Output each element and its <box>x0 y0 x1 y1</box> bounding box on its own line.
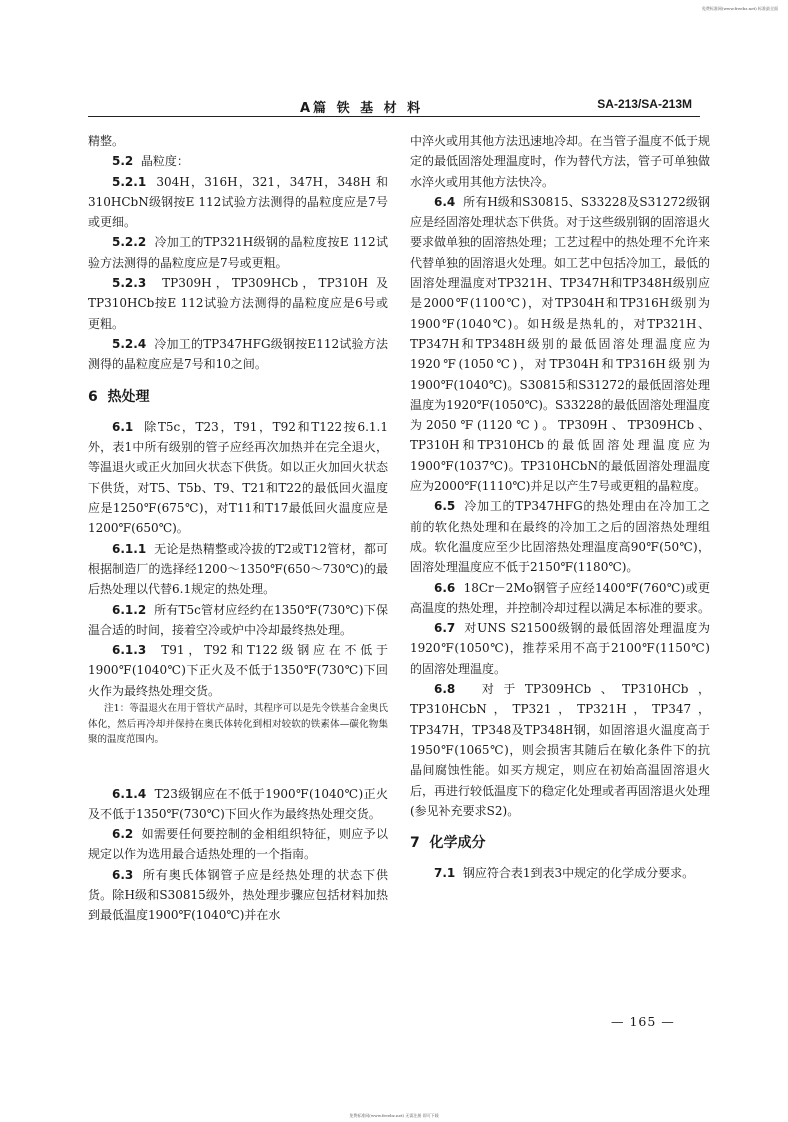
clause-number: 6.7 <box>434 621 456 636</box>
clause-number: 5.2 <box>112 154 134 169</box>
section-heading-7 <box>410 833 710 853</box>
clause-7-1 <box>410 863 710 883</box>
clause-6-1-3 <box>88 640 388 701</box>
clause-number: 6.4 <box>434 194 456 209</box>
clause-text: 所有奥氏体钢管子应是经热处理的状态下供货。除H级和S30815级外，热处理步骤应包括材料加热到最低温度1900℉(1040℃)并在水 <box>88 867 388 923</box>
clause-5-2-1 <box>88 172 388 233</box>
clause-6-6 <box>410 578 710 619</box>
section-heading-6 <box>88 387 388 407</box>
clause-text: 所有T5c管材应经约在1350℉(730℃)下保温合适的时间，接着空冷或炉中冷却最终热处理。 <box>88 602 388 637</box>
clause-text: TP309H，TP309HCb，TP310H 及 TP310HCb按E 112试验方法测得的晶粒度应是6号或更粗。 <box>88 276 388 331</box>
clause-5-2 <box>88 151 388 171</box>
clause-text: 304H，316H，321，347H，348H 和 310HCbN级钢按E 112试验方法测得的晶粒度应是7号或更细。 <box>88 174 388 230</box>
clause-number: 6.1.1 <box>112 541 147 556</box>
clause-number: 7.1 <box>434 866 456 881</box>
section-title: 热处理 <box>107 388 150 405</box>
clause-text: 无论是热精整或冷拔的T2或T12管材，都可根据制造厂的选择经1200～1350℉(650～730℃)的最后热处理以代替6.1规定的热处理。 <box>88 541 388 597</box>
clause-6-8 <box>410 679 710 821</box>
clause-number: 6.1.4 <box>112 786 147 801</box>
clause-number: 6.3 <box>112 867 134 882</box>
clause-6-1-2 <box>88 600 388 641</box>
section-number: 7 <box>410 835 420 852</box>
clause-text: 如需要任何要控制的金相组织特征，则应予以规定以作为选用最合适热处理的一个指南。 <box>88 827 388 862</box>
clause-text: T91，T92和T122级钢应在不低于1900℉(1040℃)下正火及不低于1350℉(730℃)下回火作为最终热处理交货。 <box>88 643 388 698</box>
clause-6-7 <box>410 618 710 679</box>
clause-text: 冷加工的TP347HFG级钢按E112试验方法测得的晶粒度应是7号和10之间。 <box>88 336 388 372</box>
clause-text: T23级钢应在不低于1900℉(1040℃)正火及不低于1350℉(730℃)下回火作为最终热处理交货。 <box>88 786 388 821</box>
clause-text: 晶粒度： <box>140 154 189 169</box>
clause-number: 5.2.1 <box>112 174 147 189</box>
clause-number: 5.2.3 <box>112 276 147 291</box>
clause-text: 对UNS S21500级钢的最低固溶处理温度为1920℉(1050℃)，推荐采用不高于2100℉(1150℃)的固溶处理温度。 <box>410 621 710 676</box>
clause-5-2-4 <box>88 334 388 375</box>
standard-code: SA-213/SA-213M <box>597 97 692 111</box>
section-number: 6 <box>88 388 98 405</box>
clause-number: 6.1.2 <box>112 602 147 617</box>
section-title: 化学成分 <box>429 835 486 852</box>
clause-text: 冷加工的TP321H级钢的晶粒度按E 112试验方法测得的晶粒度应是7号或更粗。 <box>88 235 388 270</box>
clause-text: 18Cr－2Mo钢管子应经1400℉(760℃)或更高温度的热处理，并控制冷却过程以满足本标准的要求。 <box>410 580 711 615</box>
clause-6-1-4 <box>88 784 388 825</box>
paragraph-continuation: 精整。 <box>88 134 125 148</box>
clause-number: 6.2 <box>112 827 134 842</box>
clause-6-3 <box>88 865 388 926</box>
clause-6-1-1 <box>88 539 388 600</box>
clause-number: 6.6 <box>434 580 456 595</box>
page-header <box>0 93 788 115</box>
page-number: — 165 — <box>611 1014 675 1029</box>
watermark-top: 免费标准网(www.freebz.net) 标准最全面 <box>701 6 778 11</box>
paragraph-continuation: 中淬火或用其他方法迅速地冷却。在当管子温度不低于规定的最低固溶处理温度时，作为替代方法，管子可单独做水淬火或用其他方法快冷。 <box>410 134 711 189</box>
clause-number: 5.2.4 <box>112 336 147 351</box>
header-rule <box>88 116 700 117</box>
clause-6-1 <box>88 417 388 539</box>
clause-text: 钢应符合表1到表3中规定的化学成分要求。 <box>462 866 695 881</box>
clause-number: 6.1.3 <box>112 643 147 658</box>
right-column <box>410 131 710 884</box>
clause-number: 6.1 <box>112 419 134 434</box>
clause-6-5 <box>410 496 710 577</box>
clause-5-2-2 <box>88 232 388 273</box>
clause-number: 6.5 <box>434 499 456 514</box>
clause-number: 5.2.2 <box>112 235 147 250</box>
clause-text: 冷加工的TP347HFG的热处理由在冷加工之前的软化热处理和在最终的冷加工之后的固溶热处理组成。软化温度应至少比固溶热处理温度高90℉(50℃)，固溶处理温度应不低于2150℉(1180℃)。 <box>410 499 710 575</box>
clause-6-4 <box>410 192 710 496</box>
note-1: 注1：等温退火在用于管状产品时，其程序可以是先令铁基合金奥氏体化，然后再冷却并保持在奥氏体转化到相对较软的铁素体—碳化物集聚的温度范围内。 <box>88 703 388 746</box>
clause-5-2-3 <box>88 273 388 334</box>
clause-text: 所有H级和S30815、S33228及S31272级钢应是经固溶处理状态下供货。对于这些级别钢的固溶退火要求做单独的固溶热处理；工艺过程中的热处理不允许来代替单独的固溶退火处理。如工艺中包括冷加工，最低的固溶处理温度对TP321H、TP347H和TP348H级别应是2000℉(1100℃)，对TP304H和TP316H级别为1900℉(1040℃)。如H级是热轧的，对TP321H、TP347H和TP348H级别的最低固溶处理温度应为1920℉(1050℃)，对TP304H和TP316H级别为1900℉(1040℃)。S30815和S31272的最低固溶处理温度为1920℉(1050℃)。S33228的最低固溶处理温度为2050℉(1120℃)。TP309H、TP309HCb、TP310H和TP310HCb的最低固溶处理温度应为1900℉(1037℃)。TP310HCbN的最低固溶处理温度应为2000℉(1110℃)并足以产生7号或更粗的晶粒度。 <box>410 194 711 494</box>
watermark-bottom: 免费标准网(www.freebz.net) 无需注册 即可下载 <box>349 1113 439 1118</box>
left-column <box>88 131 388 926</box>
running-title: A篇 铁 基 材 料 <box>300 101 424 116</box>
clause-number: 6.8 <box>434 682 456 697</box>
clause-text: 除T5c，T23，T91，T92和T122按6.1.1外，表1中所有级别的管子应经再次加热并在完全退火，等温退火或正火加回火状态下供货。如以正火加回火状态下供货，对T5、T5b、T9、T21和T22的最低回火温度应是1250℉(675℃)，对T11和T17最低回火温度应是1200℉(650℃)。 <box>88 419 389 536</box>
clause-6-2 <box>88 824 388 865</box>
clause-text: 对于TP309HCb、TP310HCb，TP310HCbN，TP321，TP321H，TP347，TP347H，TP348及TP348H钢，如固溶退火温度高于1950℉(1065℃)，则会损害其随后在敏化条件下的抗晶间腐蚀性能。如买方规定，则应在初始高温固溶退火后，再进行较低温度下的稳定化处理或者再固溶退火处理(参见补充要求S2)。 <box>410 682 711 818</box>
